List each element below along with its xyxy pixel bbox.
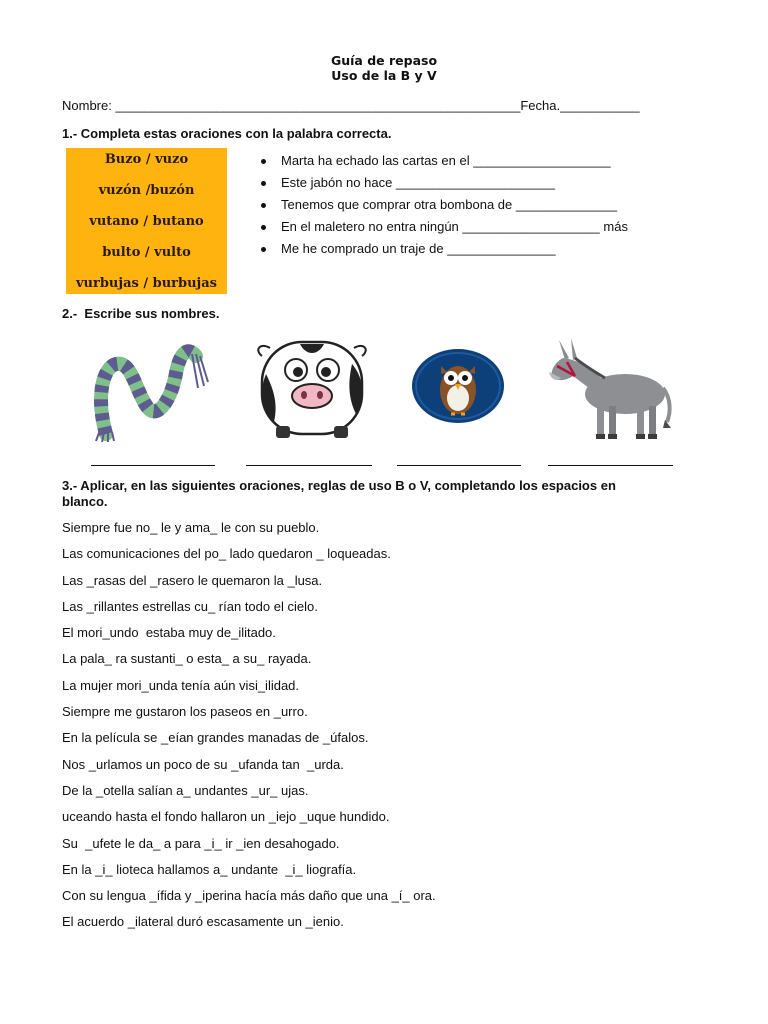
word-option: Buzo / vuzo	[104, 152, 189, 167]
list-item[interactable]: La mujer mori_unda tenía aún visi_ilidad.	[62, 677, 300, 693]
section1-heading: 1.- Completa estas oraciones con la palabra correcta.	[62, 126, 392, 141]
word-option: bulto / vulto	[102, 245, 191, 260]
list-item[interactable]: Marta ha echado las cartas en el ___________________	[258, 153, 628, 175]
answer-blank[interactable]	[397, 452, 521, 466]
word-options-box	[66, 148, 227, 294]
list-item[interactable]: En el maletero no entra ningún ___________________ más	[258, 219, 628, 241]
name-date-line[interactable]: Nombre: ________________________________________________________Fecha.___________	[62, 98, 640, 113]
list-item[interactable]: Tenemos que comprar otra bombona de ______________	[258, 197, 628, 219]
answer-blank[interactable]	[246, 452, 372, 466]
page-title: Guía de repaso	[330, 53, 438, 68]
section2-heading: 2.- Escribe sus nombres.	[62, 306, 220, 321]
list-item[interactable]: Su _ufete le da_ a para _i_ ir _ien desahogado.	[62, 835, 340, 851]
scarf-image	[92, 338, 210, 442]
answer-blank[interactable]	[548, 452, 673, 466]
list-item[interactable]: Las comunicaciones del po_ lado quedaron _ loqueadas.	[62, 546, 391, 562]
list-item[interactable]: Con su lengua _ífida y _iperina hacía más daño que una _í_ ora.	[62, 888, 436, 904]
list-item[interactable]: Siempre me gustaron los paseos en _urro.	[62, 704, 308, 720]
section3-heading: 3.- Aplicar, en las siguientes oraciones, reglas de uso B o V, completando los espacios en	[62, 478, 616, 493]
list-item[interactable]: Las _rillantes estrellas cu_ rían todo el cielo.	[62, 598, 318, 614]
list-item[interactable]: La pala_ ra sustanti_ o esta_ a su_ rayada.	[62, 651, 312, 667]
owl-image	[411, 348, 505, 424]
list-item[interactable]: El acuerdo _ilateral duró escasamente un _ienio.	[62, 914, 344, 930]
answer-blank[interactable]	[91, 452, 215, 466]
list-item[interactable]: De la _otella salían a_ undantes _ur_ ujas.	[62, 782, 309, 798]
cow-image	[252, 334, 372, 442]
list-item[interactable]: En la película se _eían grandes manadas de _úfalos.	[62, 730, 369, 746]
list-item[interactable]: Nos _urlamos un poco de su _ufanda tan _urda.	[62, 756, 344, 772]
page-subtitle: Uso de la B y V	[331, 68, 437, 83]
word-option: vuzón /buzón	[98, 183, 195, 198]
list-item[interactable]: uceando hasta el fondo hallaron un _iejo _uque hundido.	[62, 809, 390, 825]
word-option: vurbujas / burbujas	[75, 276, 218, 291]
list-item[interactable]: Me he comprado un traje de _______________	[258, 241, 628, 263]
word-option: vutano / butano	[89, 214, 204, 229]
list-item[interactable]: Las _rasas del _rasero le quemaron la _lusa.	[62, 572, 323, 588]
list-item[interactable]: Siempre fue no_ le y ama_ le con su pueblo.	[62, 520, 320, 535]
section3-sentence-list	[62, 520, 436, 941]
section3-heading-cont: blanco.	[62, 494, 108, 509]
list-item[interactable]: En la _i_ lioteca hallamos a_ undante _i_ liografía.	[62, 861, 357, 877]
donkey-image	[545, 336, 677, 442]
list-item[interactable]: El mori_undo estaba muy de_ilitado.	[62, 625, 276, 641]
section1-sentence-list	[258, 153, 628, 263]
list-item[interactable]: Este jabón no hace ______________________	[258, 175, 628, 197]
